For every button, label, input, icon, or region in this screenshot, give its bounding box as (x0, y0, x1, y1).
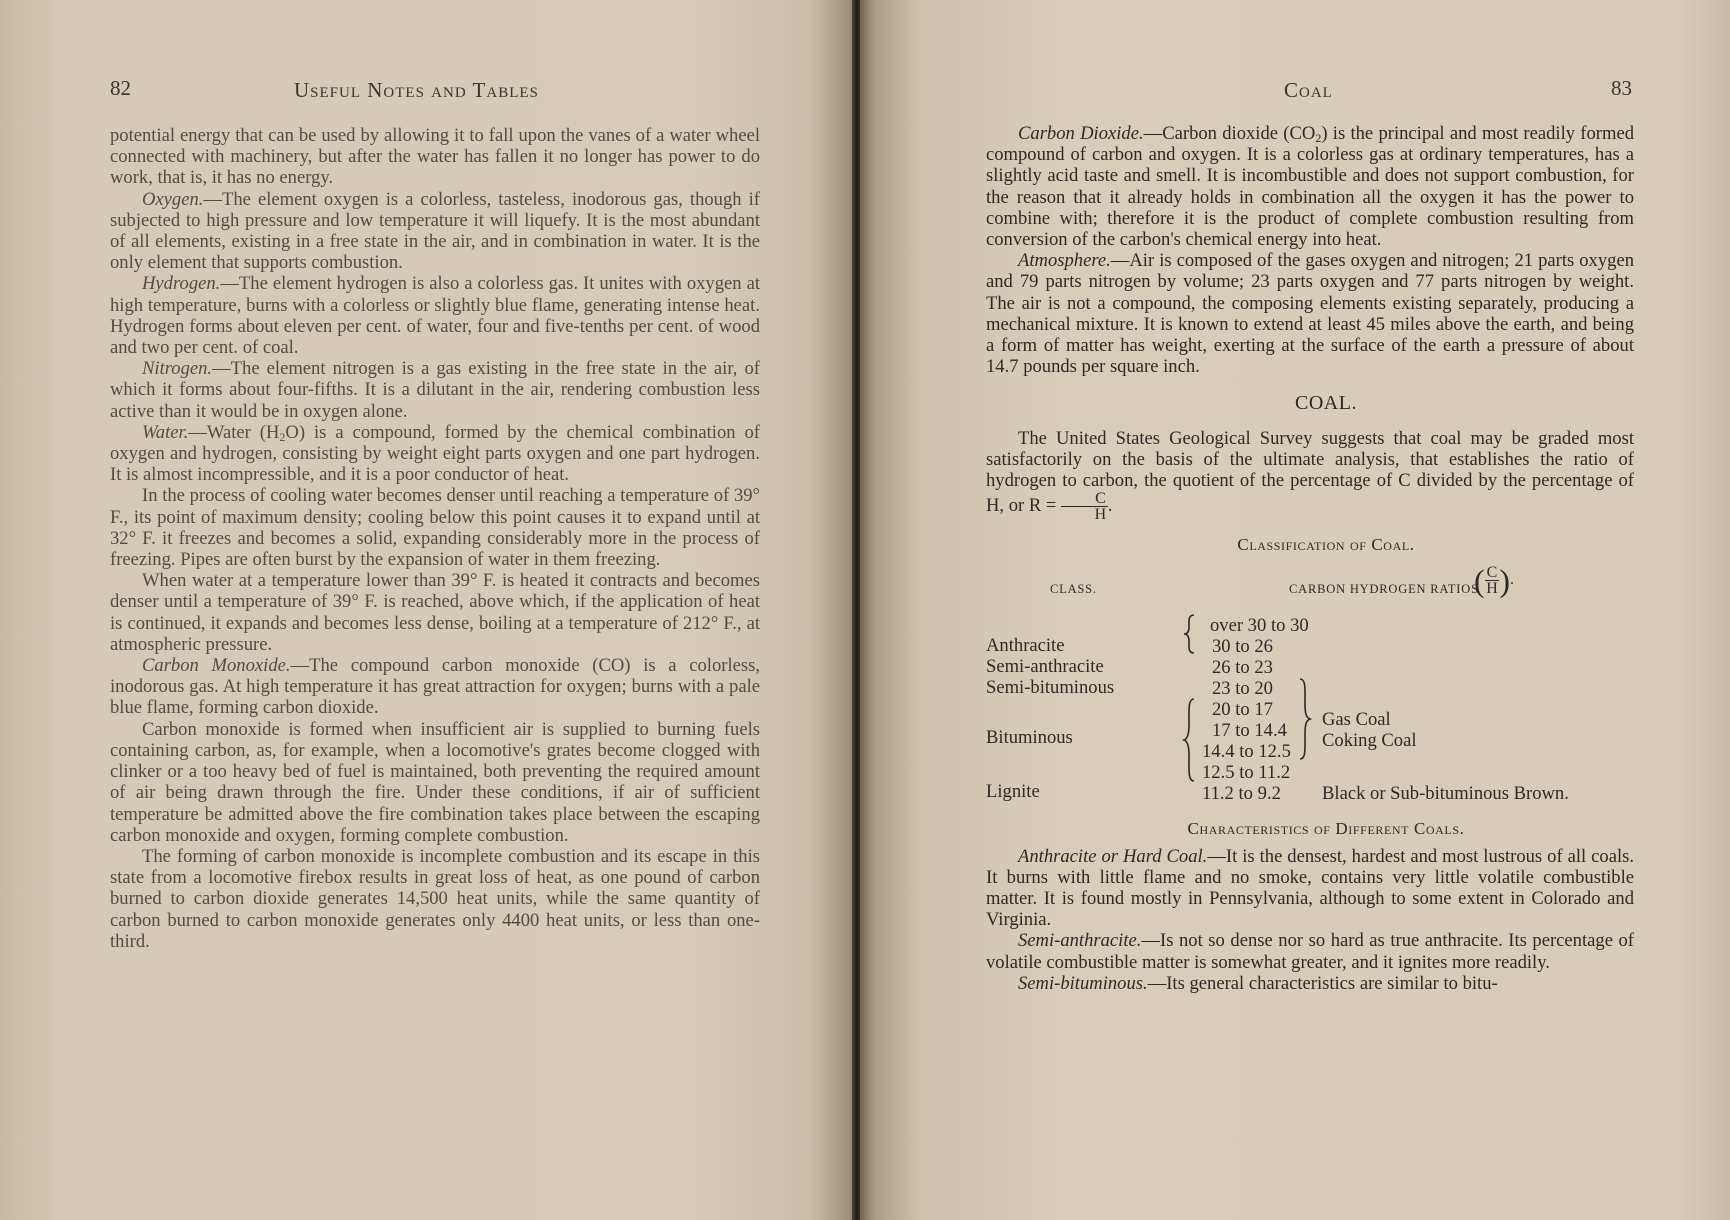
paragraph-text: Carbon monoxide is formed when insufficient air is supplied to burning fuels containing carbon, as, for example, when a locomotive's grates become clogged with clinker or a too heavy bed of fuel is maintained, both preventing the required amount of air being drawn through the fire. Under these conditions, if air of sufficient temperature be admitted above the fire combination takes place between the escaping carbon monoxide and oxygen, forming complete combustion. (110, 718, 760, 846)
paragraph-text: —The compound carbon monoxide (CO) is a colorless, inodorous gas. At high temperature it has great attraction for oxygen; burns with a pale blue flame, forming carbon dioxide. (110, 655, 760, 719)
paragraph-lead: Hydrogen. (142, 273, 221, 295)
ratio-end: 30 (1290, 615, 1309, 637)
ratio-row (1210, 615, 1309, 636)
paragraph-semi-anthracite (986, 930, 1634, 972)
classification-table (986, 562, 1634, 810)
paragraph-text: O) is a compound, formed by the chemical combination of oxygen and hydrogen, consisting by weight eight parts oxygen and one part hydrogen. It is almost incompressible, and it is a poor conductor of heat. (110, 421, 760, 486)
paragraph-text: —Air is composed of the gases oxygen and nitrogen; 21 parts oxygen and 79 parts nitrogen by volume; 23 parts oxygen and 77 parts nitrogen by weight. The air is not a compound, the composing elements existing separately, producing a mechanical mixture. It is known to extend at least 45 miles above the earth, and being a form of matter has weight, exerting at the surface of the earth a pressure of about 14.7 pounds per square inch. (986, 250, 1634, 378)
right-body-text (986, 123, 1634, 994)
class-semi-anthracite: Semi-anthracite (986, 656, 1104, 678)
ratio-formula: ( $\frac{C}{H}$ ). (1474, 562, 1514, 599)
ratio-end: 14.4 (1254, 720, 1287, 742)
ratio-from: 17 (1212, 720, 1231, 742)
paragraph-coal-intro: The United States Geological Survey suggests that coal may be graded most satisfactorily on the basis of the ultimate analysis, that establishes the ratio of hydrogen to carbon, the quotient of the percentage of C divided by the percentage of H, or R = $\frac{C}{H}$ . (986, 427, 1634, 524)
column-header-ratio: CARBON HYDROGEN RATIOS (1289, 582, 1479, 597)
note-coking-coal: Coking Coal (1322, 730, 1417, 752)
ratio-row (1202, 783, 1281, 804)
fraction-denominator: H (1486, 580, 1498, 598)
paragraph-lead: Anthracite or Hard Coal. (1018, 845, 1208, 867)
paragraph-text: —Carbon dioxide (CO (1143, 123, 1316, 144)
ratio-row (1212, 699, 1273, 720)
left-page (0, 0, 860, 1220)
brace-bituminous-icon (1182, 697, 1196, 783)
classification-title: Classification of Coal. (1237, 535, 1415, 555)
ratio-to: to (1239, 762, 1254, 784)
running-head-right: Coal (1284, 78, 1333, 102)
paragraph-text: —The element hydrogen is also a colorless gas. It unites with oxygen at high temperature, burns with a colorless or slightly blue flame, generating intense heat. Hydrogen forms about eleven per cent. of water, four and five-tenths per cent. of wood and two per cent. of coal. (110, 273, 760, 359)
paren-close-icon: ) (1499, 562, 1510, 599)
subscript: 2 (279, 429, 286, 444)
paragraph-lead: Atmosphere. (1018, 250, 1111, 272)
paragraph-lead: Semi-bituminous. (1018, 972, 1148, 994)
paragraph-lead: Water. (142, 421, 189, 443)
class-lignite: Lignite (986, 781, 1040, 803)
left-body-text (110, 125, 760, 952)
paragraph-water (110, 422, 760, 486)
class-semi-bituminous: Semi-bituminous (986, 677, 1115, 699)
page-number-right: 83 (1611, 76, 1632, 100)
note-lignite: Black or Sub-bituminous Brown. (1322, 783, 1569, 805)
ratio-end: 20 (1254, 678, 1273, 700)
paragraph (110, 125, 760, 189)
fraction-numerator: C (1486, 564, 1498, 582)
running-head-left: Useful Notes and Tables (294, 78, 539, 102)
paragraph-oxygen (110, 189, 760, 274)
section-title-coal: COAL. (1295, 392, 1357, 415)
ratio-to: to (1270, 615, 1286, 637)
paragraph-text: —The element oxygen is a colorless, tasteless, inodorous gas, though if subjected to high pressure and low temperature it will liquefy. It is the most abundant of all elements, existing in a free state in the air, and in combination in water. It is the only element that supports combustion. (110, 188, 760, 274)
column-header-class: CLASS. (1050, 582, 1097, 597)
ratio-row (1212, 678, 1273, 699)
ratio-end: 9.2 (1257, 783, 1281, 805)
ratio-to: to (1235, 657, 1250, 679)
ratio-end: 11.2 (1258, 762, 1291, 784)
ratio-to: to (1235, 699, 1250, 721)
ratio-row (1202, 762, 1290, 783)
paragraph-text: —Water (H (188, 421, 280, 443)
ratio-from: 30 (1212, 636, 1231, 658)
paragraph-text: When water at a temperature lower than 39° F. is heated it contracts and becomes denser until a temperature of 39° F. is reached, above which, if the application of heat is continued, it expands and becomes less dense, boiling at a temperature of 212° F., at atmospheric pressure. (110, 570, 760, 655)
fraction-numerator: C (1061, 491, 1108, 507)
class-bituminous: Bituminous (986, 727, 1073, 749)
ratio-to: to (1239, 741, 1254, 763)
paragraph (110, 719, 760, 846)
brace-anthracite-icon (1182, 613, 1196, 655)
paragraph-anthracite (986, 846, 1634, 931)
paragraph-hydrogen (110, 273, 760, 358)
paragraph-carbon-dioxide (986, 123, 1634, 250)
paren-open-icon: ( (1474, 562, 1485, 599)
paragraph-lead: Semi-anthracite. (1018, 930, 1142, 952)
ratio-from: 12.5 (1202, 762, 1235, 784)
paragraph-atmosphere (986, 250, 1634, 377)
ratio-to: to (1235, 636, 1250, 658)
note-gas-coal: Gas Coal (1322, 709, 1391, 731)
paragraph-text: In the process of cooling water becomes denser until reaching a temperature of 39° F., its point of maximum density; cooling below this point causes it to expand until at 32° F. it freezes and becomes a solid, expanding considerably more in the process of freezing. Pipes are often burst by the expansion of water in them freezing. (110, 485, 760, 571)
ratio-end: 23 (1254, 657, 1273, 679)
brace-gas-coal-icon (1298, 677, 1312, 761)
paragraph-lead: Nitrogen. (142, 358, 213, 380)
ratio-end: 26 (1254, 636, 1273, 658)
ratio-to: to (1235, 720, 1250, 742)
paragraph-text: —It is the densest, hardest and most lustrous of all coals. It burns with little flame and no smoke, contains very little volatile combustible matter. It is found mostly in Pennsylvania, although to some extent in Colorado and Virginia. (986, 845, 1635, 931)
ratio-to: to (1235, 678, 1250, 700)
ratio-from: 26 (1212, 657, 1231, 679)
ratio-row (1202, 741, 1291, 762)
ratio-row (1212, 720, 1287, 741)
class-anthracite: Anthracite (986, 635, 1065, 657)
ratio-from: 11.2 (1202, 783, 1234, 805)
ratio-row (1212, 657, 1273, 678)
paragraph-text: potential energy that can be used by allowing it to fall upon the vanes of a water wheel connected with machinery, but after the water has fallen it no longer has power to do work, that is, it has no energy. (110, 125, 760, 189)
paragraph (110, 485, 760, 570)
paragraph (110, 570, 760, 655)
ratio-to: to (1238, 783, 1253, 805)
paragraph-text: —Is not so dense nor so hard as true anthracite. Its percentage of volatile combustible matter is somewhat greater, and it ignites more readily. (986, 930, 1634, 973)
ratio-fraction (1485, 565, 1500, 596)
page-number-left: 82 (110, 76, 131, 100)
ratio-end: 12.5 (1258, 741, 1291, 763)
ratio-fraction (1061, 491, 1108, 522)
paragraph (110, 846, 760, 952)
ratio-row (1212, 636, 1273, 657)
paragraph-nitrogen (110, 358, 760, 422)
ratio-from: over 30 (1210, 615, 1267, 637)
paragraph-text: The forming of carbon monoxide is incomplete combustion and its escape in this state from a locomotive firebox results in great loss of heat, as one pound of carbon burned to carbon dioxide generates 14,500 heat units, while the same quantity of carbon burned to carbon monoxide generates only 4400 heat units, or less than one-third. (110, 845, 760, 952)
paragraph-text: —Its general characteristics are similar to bitu- (1147, 972, 1498, 994)
paragraph-lead: Oxygen. (142, 188, 204, 210)
paragraph-lead: Carbon Monoxide. (142, 655, 291, 677)
ratio-from: 14.4 (1202, 741, 1235, 763)
characteristics-title: Characteristics of Different Coals. (1187, 819, 1465, 839)
ratio-from: 23 (1212, 678, 1231, 700)
paragraph-semi-bituminous (986, 973, 1634, 994)
paragraph-lead: Carbon Dioxide. (1018, 123, 1144, 144)
fraction-denominator: H (1094, 506, 1107, 524)
subscript: 2 (1315, 131, 1322, 145)
paragraph-text: The United States Geological Survey suggests that coal may be graded most satisfactorily on the basis of the ultimate analysis, that establishes the ratio of hydrogen to carbon, the quotient of the percentage of C divided by the percentage of H, or R = (986, 427, 1634, 517)
ratio-from: 20 (1212, 699, 1231, 721)
paragraph-text: ) is the principal and most readily formed compound of carbon and oxygen. It is a colorless gas at ordinary temperatures, has a slightly acid taste and smell. It is incombustible and does not support combustion, for the reason that it already holds in combination all the oxygen it has the power to combine with; therefore it is the product of complete combustion resulting from conversion of the carbon's chemical energy into heat. (986, 123, 1635, 251)
paragraph-carbon-monoxide (110, 655, 760, 719)
paragraph-text: —The element nitrogen is a gas existing in the free state in the air, of which it forms about four-fifths. It is a dilutant in the air, rendering combustion less active than it would be in oxygen alone. (110, 358, 760, 422)
ratio-end: 17 (1254, 699, 1273, 721)
